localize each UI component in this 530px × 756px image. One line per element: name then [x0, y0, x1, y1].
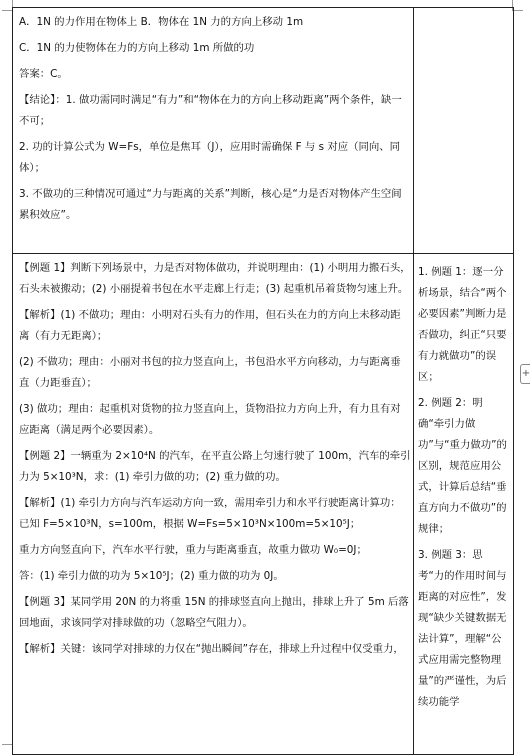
- expand-panel-button[interactable]: +: [520, 364, 530, 384]
- example-1-analysis-1: 【解析】(1) 不做功；理由：小明对石头有力的作用，但石头在力的方向上未移动距离（有力无距离）；: [19, 309, 401, 342]
- top-content-cell: [19, 12, 411, 228]
- column-divider: [413, 8, 414, 754]
- note-3: 3. 例题 3：思考“力的作用时间与距离的对应性”，发现“缺少关键数据无法计算”，理解“公式应用需完整物理量”的严谨性，为后续功能学: [418, 549, 507, 708]
- row-divider: [13, 253, 513, 254]
- answer-text: 答案：C。: [19, 68, 68, 80]
- option-c: C．1N 的力使物体在力的方向上移动 1m 所做的功: [19, 42, 255, 54]
- example-2-analysis-1: 【解析】(1) 牵引力方向与汽车运动方向一致，需用牵引力和水平行驶距离计算功：已知 F=5×10³N，s=100m，根据 W=Fs=5×10³N×100m=5×10⁵J；: [19, 497, 401, 530]
- example-2-answer: 答：(1) 牵引力做的功为 5×10⁵J；(2) 重力做的功为 0J。: [19, 570, 284, 582]
- conclusion-2: 2. 功的计算公式为 W=Fs，单位是焦耳（J），应用时需确保 F 与 s 对应（同向、同体）；: [19, 141, 401, 174]
- examples-cell: [19, 258, 411, 662]
- example-3-question: 【例题 3】某同学用 20N 的力将重 15N 的排球竖直向上抛出，排球上升了 5m 后落回地面，求该同学对排球做的功（忽略空气阻力）。: [19, 596, 409, 629]
- note-2: 2. 例题 2：明确“牵引力做功”与“重力做功”的区别，规范应用公式，计算后总结“垂直方向力不做功”的规律；: [418, 397, 507, 535]
- teaching-notes-cell: [418, 262, 508, 715]
- conclusion-1: 【结论】：1. 做功需同时满足“有力”和“物体在力的方向上移动距离”两个条件，缺一不可；: [19, 94, 402, 127]
- example-1-question: 【例题 1】判断下列场景中，力是否对物体做功，并说明理由：(1) 小明用力搬石头，石头未被搬动；(2) 小丽提着书包在水平走廊上行走；(3) 起重机吊着货物匀速上升。: [19, 262, 411, 295]
- example-2-analysis-2: 重力方向竖直向下，汽车水平行驶，重力与距离垂直，故重力做功 W₀=0J；: [19, 544, 367, 556]
- example-3-analysis: 【解析】关键：该同学对排球的力仅在“抛出瞬间”存在，排球上升过程中仅受重力，: [19, 643, 404, 655]
- lesson-table: [12, 7, 514, 755]
- example-1-analysis-3: (3) 做功；理由：起重机对货物的拉力竖直向上，货物沿拉力方向上升，有力且有对应距离（满足两个必要因素）。: [19, 403, 401, 436]
- note-1: 1. 例题 1：逐一分析场景，结合“两个必要因素”判断力是否做功，纠正“只要有力就做功”的误区；: [418, 266, 507, 383]
- example-2-question: 【例题 2】一辆重为 2×10⁴N 的汽车，在平直公路上匀速行驶了 100m，汽车的牵引力为 5×10³N，求：(1) 牵引力做的功；(2) 重力做的功。: [19, 450, 411, 483]
- example-1-analysis-2: (2) 不做功；理由：小丽对书包的拉力竖直向上，书包沿水平方向移动，力与距离垂直（力距垂直）；: [19, 356, 401, 389]
- conclusion-3: 3. 不做功的三种情况可通过“力与距离的关系”判断，核心是“力是否对物体产生空间累积效应”。: [19, 188, 402, 221]
- options-row-ab: A．1N 的力作用在物体上 B．物体在 1N 力的方向上移动 1m: [19, 16, 304, 28]
